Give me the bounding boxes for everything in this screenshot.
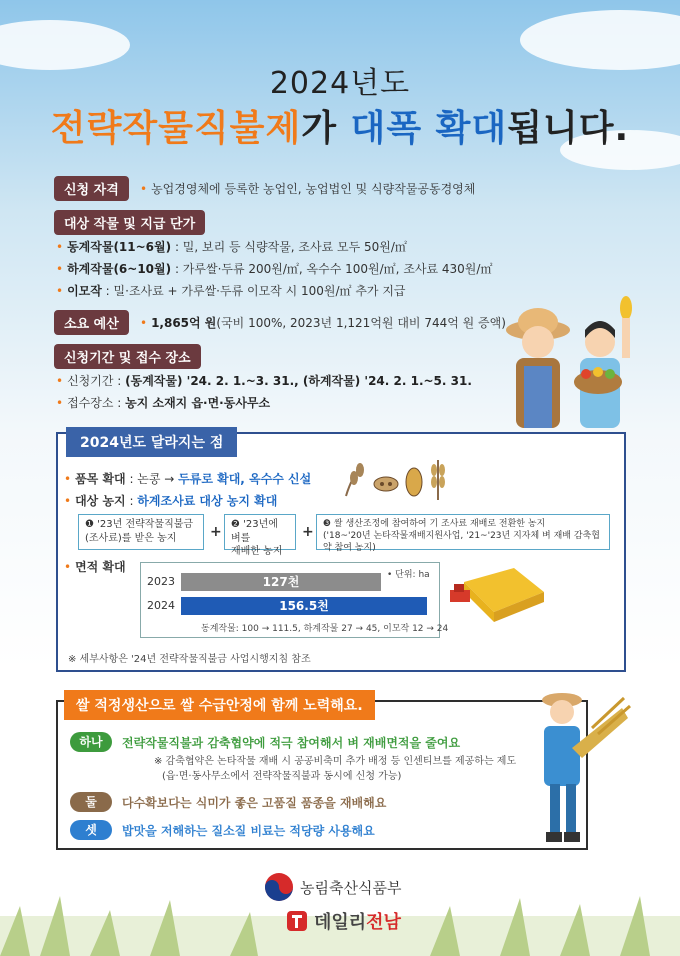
plus-icon: + — [302, 524, 314, 540]
title-end: 됩니다. — [507, 108, 630, 149]
farmers-illustration — [498, 290, 648, 440]
ministry-name: 농림축산식품부 — [300, 878, 402, 897]
farmer-rice-illustration — [532, 688, 632, 848]
crops-label: 대상 작물 및 지급 단가 — [54, 210, 205, 235]
period-label: 신청기간 및 접수 장소 — [54, 344, 201, 369]
footnote: ※ 세부사항은 '24년 전략작물직불금 사업시행지침 참조 — [68, 654, 311, 665]
bullet-icon: • — [64, 494, 72, 508]
field-illustration — [444, 562, 548, 628]
bullet-icon: • — [56, 262, 64, 276]
taegeuk-icon — [264, 872, 294, 902]
bullet-icon: • — [56, 240, 64, 254]
plus-icon: + — [210, 524, 222, 540]
change-item-crops: • 품목 확대 : 논콩 → 두류로 확대, 옥수수 신설 — [64, 472, 312, 486]
area-label: • 면적 확대 — [64, 560, 126, 574]
title-orange: 전략작물직불제 — [50, 108, 302, 149]
num-badge-2: 둘 — [70, 792, 112, 812]
bullet-icon: • — [56, 284, 64, 298]
condition-1: ❶ '23년 전략작물직불금 (조사료)를 받은 농지 — [78, 514, 204, 550]
rice-item-2: 다수확보다는 식미가 좋은 고품질 품종을 재배해요 — [122, 796, 387, 810]
title-blue: 대폭 확대 — [350, 108, 508, 149]
crop-item: • 동계작물(11~6월) : 밀, 보리 등 식량작물, 조사료 모두 50원/㎡ — [56, 240, 407, 254]
period-text: • 신청기간 : (동계작물) '24. 2. 1.~3. 31., (하계작물) '24. 2. 1.~5. 31. — [56, 374, 472, 388]
num-badge-3: 셋 — [70, 820, 112, 840]
rice-tab: 쌀 적정생산으로 쌀 수급안정에 함께 노력해요. — [64, 690, 375, 720]
ministry-logo — [264, 872, 401, 902]
rice-item-3: 밥맛을 저해하는 질소질 비료는 적당량 사용해요 — [122, 824, 375, 838]
bullet-icon: • — [56, 374, 64, 388]
bar-value-label: 156.5천 — [279, 599, 329, 613]
bar-2024 — [181, 597, 427, 615]
rice-item-1: 전략작물직불과 감축협약에 적극 참여해서 벼 재배면적을 줄여요 — [122, 736, 461, 750]
tick-label-2024: 2024 — [147, 599, 175, 612]
bar-2023 — [181, 573, 381, 591]
budget-text: • 1,865억 원(국비 100%, 2023년 1,121억원 대비 744억 원 증액) — [140, 316, 506, 330]
title-year: 2024년도 — [269, 66, 411, 101]
watermark-logo-icon — [286, 910, 308, 932]
condition-2: ❷ '23년에 벼를 재배한 농지 — [224, 514, 296, 550]
bullet-icon: • — [140, 182, 148, 196]
watermark — [286, 908, 401, 934]
tick-label-2023: 2023 — [147, 575, 175, 588]
bullet-icon: • — [56, 396, 64, 410]
condition-3: ❸ 쌀 생산조정에 참여하여 기 조사료 재배로 전환한 농지 ('18~'20년 논타작물재배지원사업, '21~'23년 지자체 벼 재배 감축협약 참여 농지) — [316, 514, 610, 550]
breakdown: 동계작물: 100 → 111.5, 하계작물 27 → 45, 이모작 12 → 24 — [201, 624, 449, 634]
watermark-text: 데일리전남 — [314, 912, 401, 933]
crop-item: • 이모작 : 밀·조사료 + 가루쌀·두류 이모작 시 100원/㎡ 추가 지급 — [56, 284, 406, 298]
rice-note-2: (읍·면·동사무소에서 전략작물직불과 동시에 신청 가능) — [162, 771, 402, 782]
rice-note-1: ※ 감축협약은 논타작물 재배 시 공공비축미 추가 배정 등 인센티브를 제공하는 제도 — [154, 756, 517, 767]
page-title — [0, 100, 680, 151]
crop-item: • 하계작물(6~10월) : 가루쌀·두류 200원/㎡, 옥수수 100원/㎡, 조사료 430원/㎡ — [56, 262, 493, 276]
eligibility-label: 신청 자격 — [54, 176, 129, 201]
title-ga: 가 — [301, 108, 351, 149]
chart-unit: • 단위: ha — [387, 570, 430, 580]
bar-value-label: 127천 — [262, 575, 300, 589]
bullet-icon: • — [140, 316, 148, 330]
rice-box — [56, 700, 588, 850]
grain-icon — [338, 456, 448, 502]
num-badge-1: 하나 — [70, 732, 112, 752]
place-text: • 접수장소 : 농지 소재지 읍·면·동사무소 — [56, 396, 271, 410]
change-item-land: • 대상 농지 : 하계조사료 대상 농지 확대 — [64, 494, 278, 508]
bullet-icon: • — [64, 560, 72, 574]
area-chart — [140, 562, 449, 638]
bullet-icon: • — [64, 472, 72, 486]
eligibility-text: • 농업경영체에 등록한 농업인, 농업법인 및 식량작물공동경영체 — [140, 182, 476, 196]
changes-tab: 2024년도 달라지는 점 — [66, 427, 237, 457]
budget-label: 소요 예산 — [54, 310, 129, 335]
